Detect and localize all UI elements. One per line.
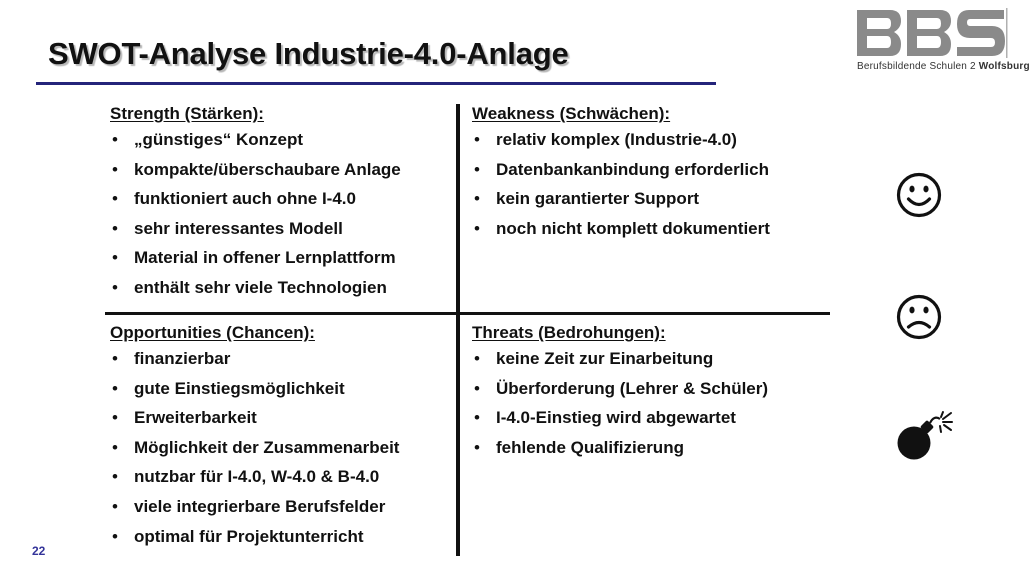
- list-item: • Erweiterbarkeit: [110, 408, 450, 428]
- threats-list: [472, 349, 827, 458]
- swot-vertical-divider: [456, 104, 460, 556]
- threats-quadrant: [472, 323, 827, 467]
- list-item: • optimal für Projektunterricht: [110, 527, 450, 547]
- threats-heading: Threats (Bedrohungen):: [472, 323, 666, 342]
- list-item: • viele integrierbare Berufsfelder: [110, 497, 450, 517]
- list-item: • enthält sehr viele Technologien: [110, 278, 450, 298]
- swot-horizontal-divider: [105, 312, 830, 315]
- list-item: • gute Einstiegsmöglichkeit: [110, 379, 450, 399]
- strengths-heading: Strength (Stärken):: [110, 104, 264, 123]
- list-item: • nutzbar für I-4.0, W-4.0 & B-4.0: [110, 467, 450, 487]
- list-item: • Möglichkeit der Zusammenarbeit: [110, 438, 450, 458]
- opportunities-heading: Opportunities (Chancen):: [110, 323, 315, 342]
- list-item: • kein garantierter Support: [472, 189, 827, 209]
- slide-title: SWOT-Analyse Industrie-4.0-Anlage: [48, 36, 569, 71]
- list-item: • noch nicht komplett dokumentiert: [472, 219, 827, 239]
- list-item: • fehlende Qualifizierung: [472, 438, 827, 458]
- list-item: • I-4.0-Einstieg wird abgewartet: [472, 408, 827, 428]
- list-item: • relativ komplex (Industrie-4.0): [472, 130, 827, 150]
- list-item: • sehr interessantes Modell: [110, 219, 450, 239]
- list-item: • finanzierbar: [110, 349, 450, 369]
- list-item: • Material in offener Lernplattform: [110, 248, 450, 268]
- bomb-icon: [896, 412, 954, 462]
- weaknesses-heading: Weakness (Schwächen):: [472, 104, 671, 123]
- list-item: • keine Zeit zur Einarbeitung: [472, 349, 827, 369]
- opportunities-list: [110, 349, 450, 547]
- page-number: 22: [32, 544, 46, 558]
- list-item: • funktioniert auch ohne I-4.0: [110, 189, 450, 209]
- list-item: • Überforderung (Lehrer & Schüler): [472, 379, 827, 399]
- strengths-quadrant: [110, 104, 450, 308]
- smiley-icon: [896, 172, 942, 218]
- opportunities-quadrant: [110, 323, 450, 556]
- list-item: • Datenbankanbindung erforderlich: [472, 160, 827, 180]
- list-item: • „günstiges“ Konzept: [110, 130, 450, 150]
- logo-caption: Berufsbildende Schulen 2 Wolfsburg: [857, 61, 1030, 72]
- list-item: • kompakte/überschaubare Anlage: [110, 160, 450, 180]
- strengths-list: [110, 130, 450, 298]
- frowny-icon: [896, 294, 942, 340]
- weaknesses-quadrant: [472, 104, 827, 248]
- title-underline: [36, 82, 716, 85]
- weaknesses-list: [472, 130, 827, 239]
